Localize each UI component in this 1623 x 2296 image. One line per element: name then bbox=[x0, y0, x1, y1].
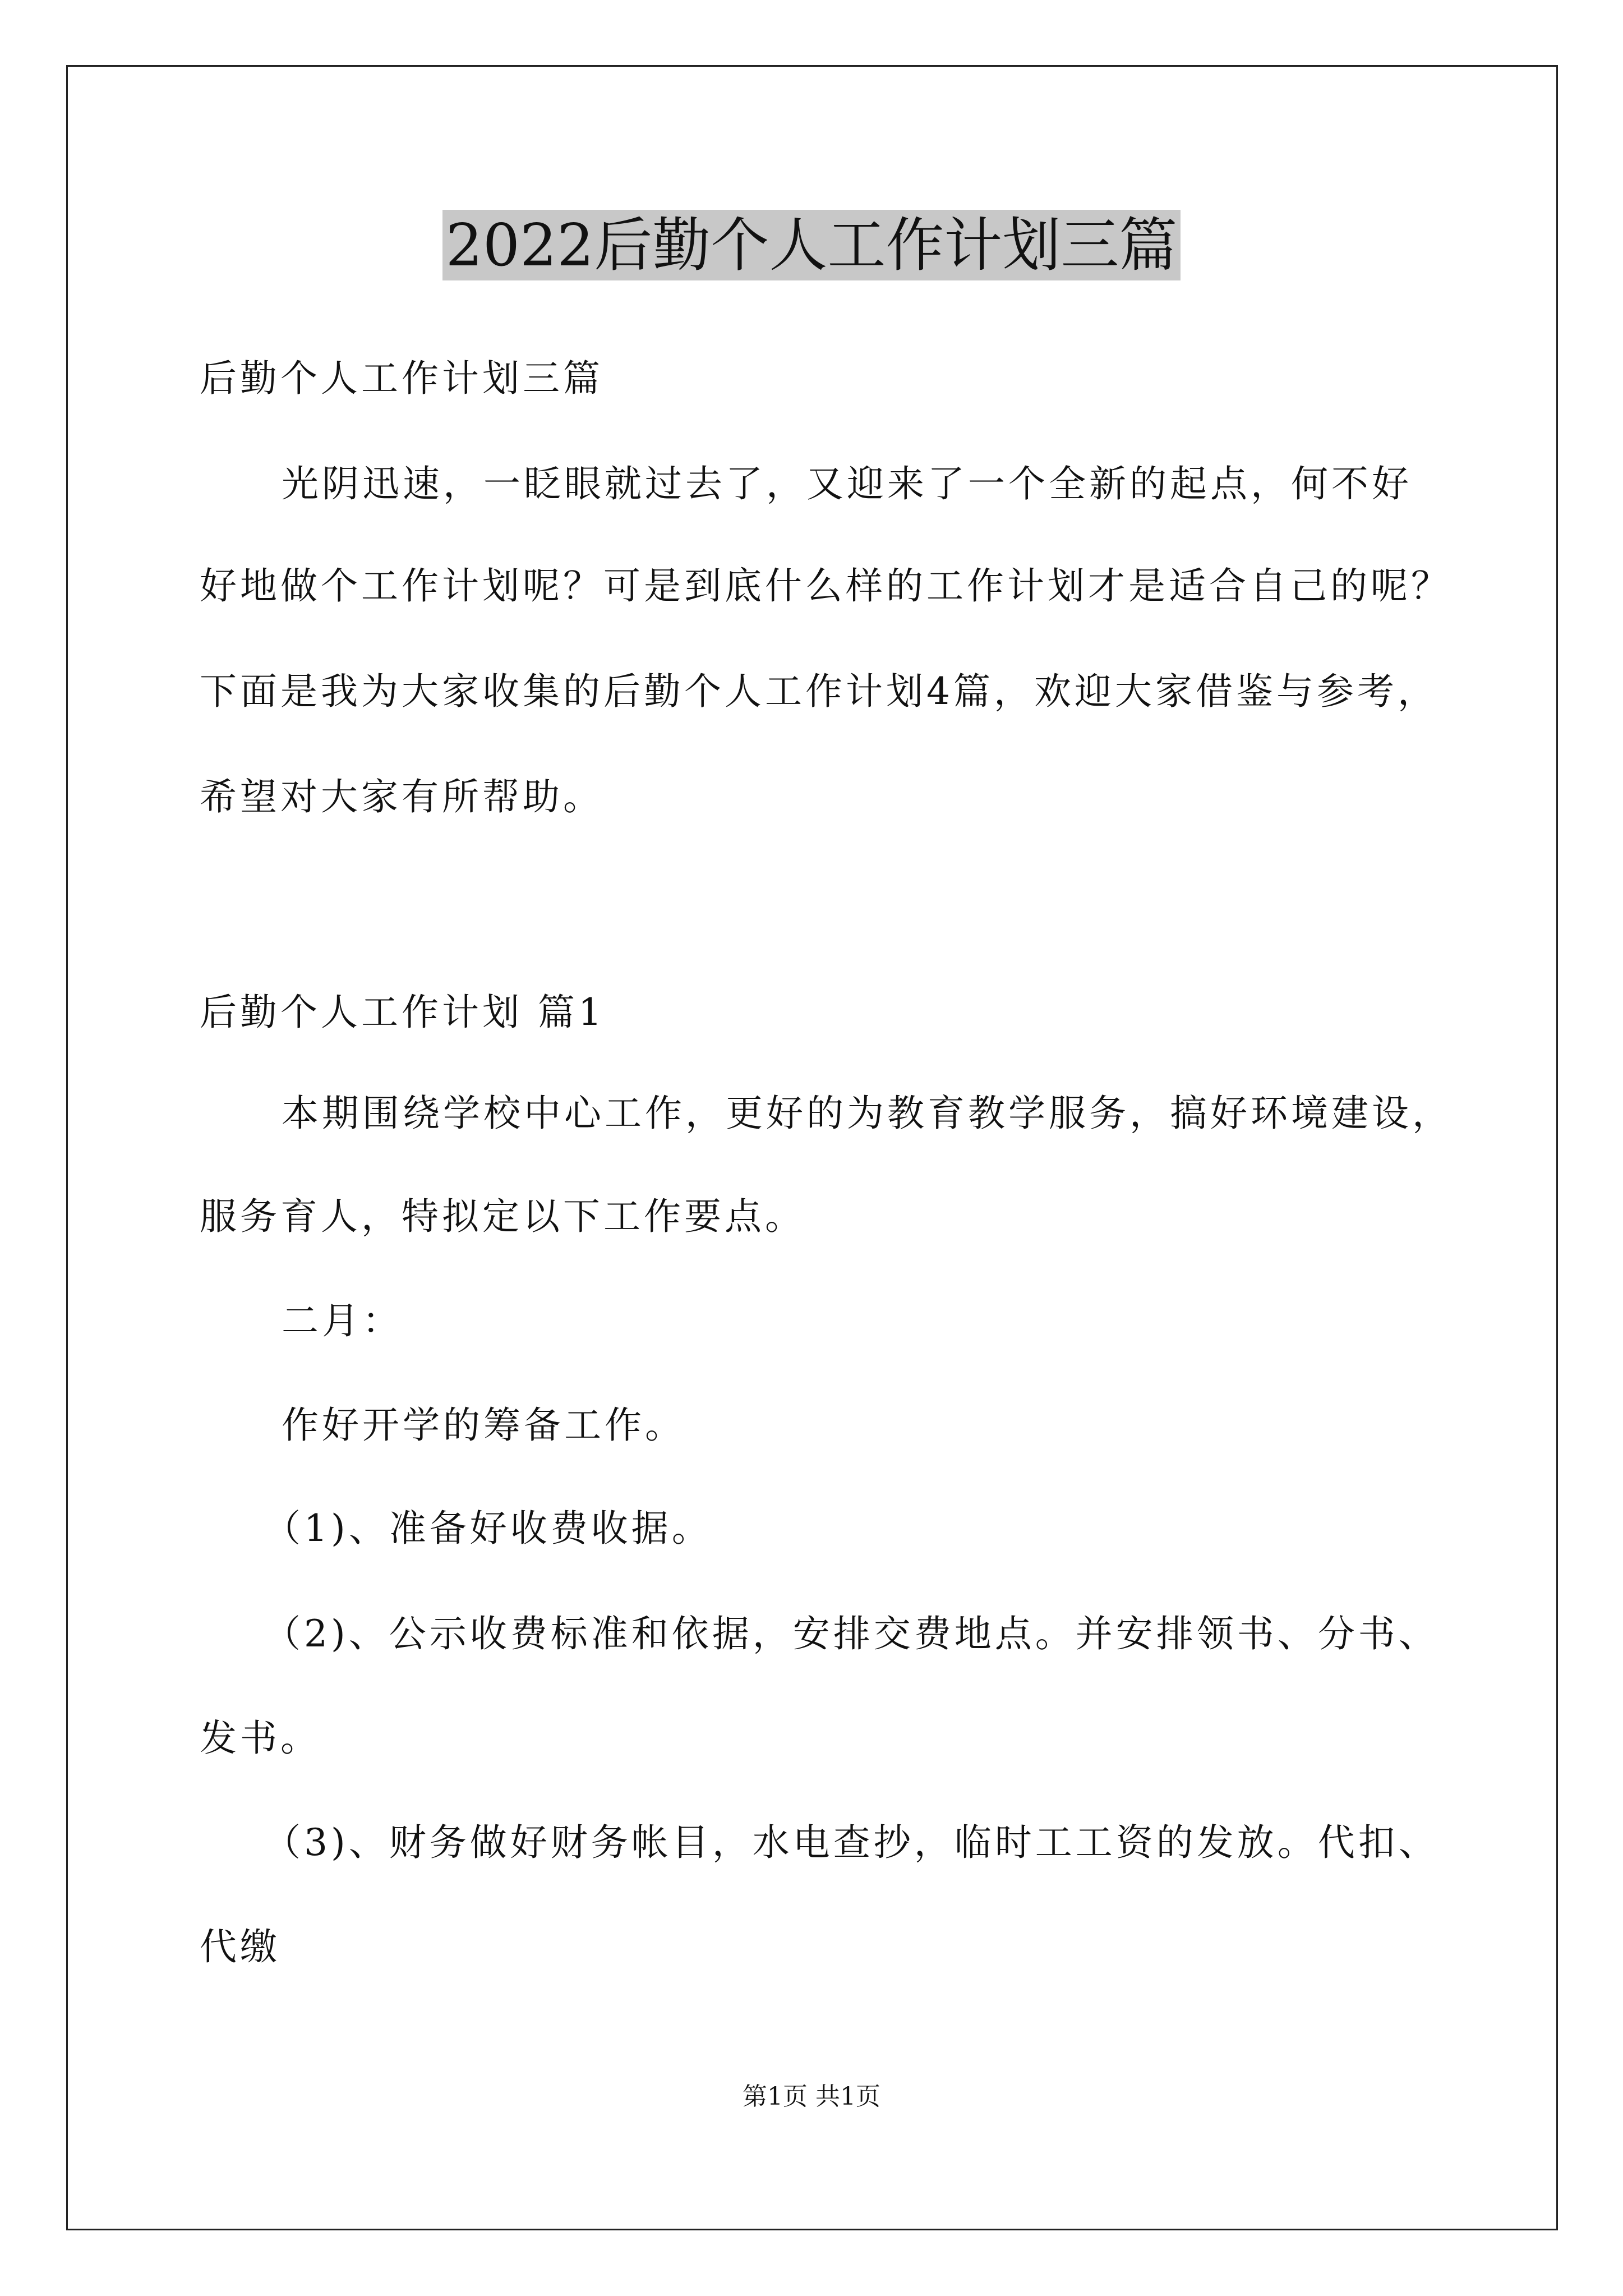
section-heading: 后勤个人工作计划 篇1 bbox=[200, 991, 605, 1034]
section-body-line-7: 发书。 bbox=[200, 1717, 321, 1760]
intro-line-4: 希望对大家有所帮助。 bbox=[200, 775, 603, 818]
section-body-line-3: 二月： bbox=[282, 1299, 403, 1342]
section-body-line-2: 服务育人，特拟定以下工作要点。 bbox=[200, 1195, 805, 1238]
document-title-text: 2022后勤个人工作计划三篇 bbox=[442, 210, 1181, 280]
section-body-line-8: （3)、财务做好财务帐目，水电查抄，临时工工资的发放。代扣、 bbox=[264, 1821, 1439, 1864]
document-subtitle: 后勤个人工作计划三篇 bbox=[200, 357, 603, 400]
page-footer: 第1页 共1页 bbox=[743, 2082, 880, 2111]
intro-line-3: 下面是我为大家收集的后勤个人工作计划4篇，欢迎大家借鉴与参考， bbox=[200, 670, 1438, 713]
section-body-line-5: （1)、准备好收费收据。 bbox=[264, 1507, 712, 1550]
section-body-line-9: 代缴 bbox=[200, 1925, 280, 1968]
document-title bbox=[0, 209, 1623, 282]
intro-line-2: 好地做个工作计划呢？可是到底什么样的工作计划才是适合自己的呢？ bbox=[200, 564, 1451, 608]
section-body-line-6: （2)、公示收费标准和依据，安排交费地点。并安排领书、分书、 bbox=[264, 1612, 1439, 1655]
section-body-line-1: 本期围绕学校中心工作，更好的为教育教学服务，搞好环境建设， bbox=[282, 1092, 1453, 1135]
intro-line-1: 光阴迅速，一眨眼就过去了，又迎来了一个全新的起点，何不好 bbox=[282, 462, 1412, 505]
section-body-line-4: 作好开学的筹备工作。 bbox=[282, 1404, 685, 1447]
